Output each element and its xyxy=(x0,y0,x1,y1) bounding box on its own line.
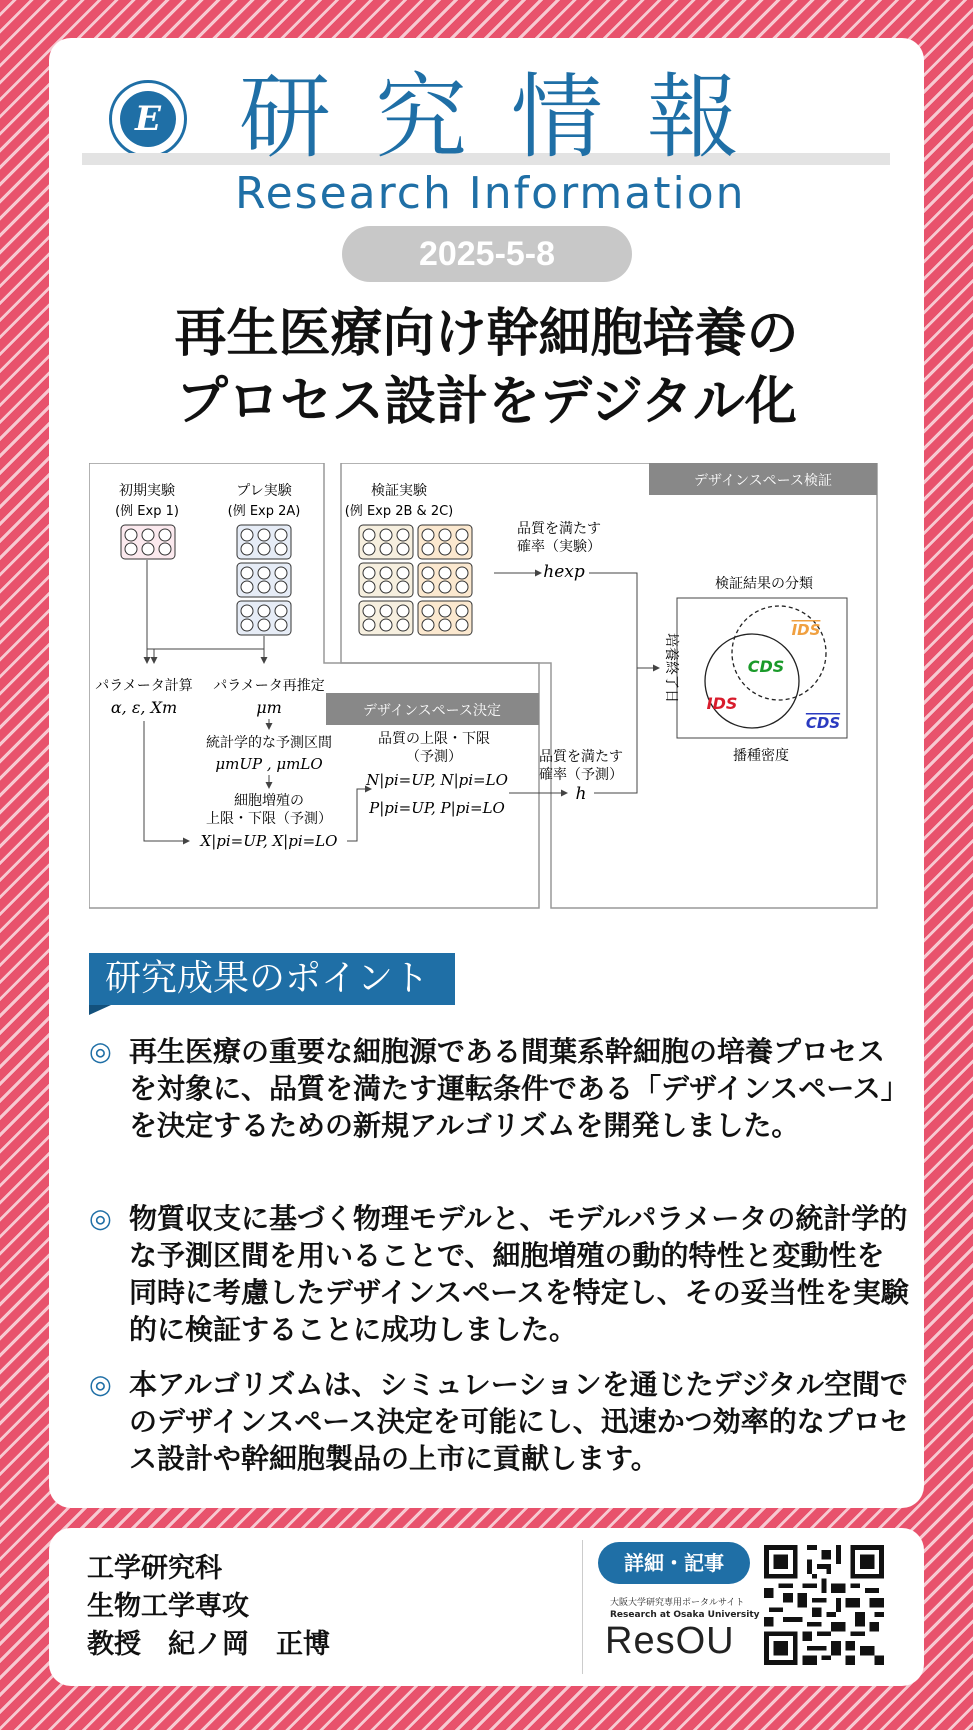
point-item-1 xyxy=(89,1033,909,1144)
param-reest-var: μm xyxy=(256,698,282,717)
main-card xyxy=(49,38,924,1508)
affiliation-graduate-school: 工学研究科 xyxy=(87,1553,222,1584)
prob-pred-2: 確率（予測） xyxy=(539,767,623,783)
param-calc-vars: α, ε, Xm xyxy=(110,698,178,717)
verify-exp-label: 検証実験 xyxy=(371,483,427,499)
plates-pre xyxy=(237,525,291,635)
prob-exp-2: 確率（実験） xyxy=(517,539,601,555)
stat-interval-label: 統計学的な予測区間 xyxy=(206,735,332,751)
portal-subtitle: 大阪大学研究専用ポータルサイト xyxy=(610,1598,745,1608)
logo-emblem-icon: E xyxy=(120,91,176,147)
point-item-2 xyxy=(89,1200,909,1348)
ds-verify-label: デザインスペース検証 xyxy=(694,473,832,489)
quality-bounds-1: 品質の上限・下限 xyxy=(378,731,490,747)
title-japanese: 研究情報 xyxy=(239,64,784,171)
prob-exp-1: 品質を満たす xyxy=(517,521,601,537)
process-figure xyxy=(89,463,889,913)
affiliation-department: 生物工学専攻 xyxy=(87,1591,249,1622)
resou-logo[interactable]: ResOU xyxy=(605,1620,735,1662)
prob-exp-var: hexp xyxy=(543,562,585,582)
quality-vars-2: P|pi=UP, P|pi=LO xyxy=(369,799,505,817)
ds-decision-label: デザインスペース決定 xyxy=(363,703,501,719)
prob-pred-var: h xyxy=(575,784,587,804)
quality-bounds-2: （予測） xyxy=(406,749,462,765)
point-item-3 xyxy=(89,1366,909,1477)
verify-exp-eg: (例 Exp 2B & 2C) xyxy=(344,504,454,519)
growth-bounds-2: 上限・下限（予測） xyxy=(206,811,332,827)
points-heading: 研究成果のポイント xyxy=(89,953,455,1005)
result-class-label: 検証結果の分類 xyxy=(715,576,813,592)
cds-label: CDS xyxy=(747,657,785,676)
point-text-2: 物質収支に基づく物理モデルと、モデルパラメータの統計学的な予測区間を用いることで、細胞増殖の動的特性と変動性を同時に考慮したデザインスペースを特定し、その妥当性を実験的に検証することに成功しました。 xyxy=(129,1202,909,1346)
quality-vars-1: N|pi=UP, N|pi=LO xyxy=(366,771,508,789)
title-english: Research Information xyxy=(235,168,746,219)
point-text-1: 再生医療の重要な細胞源である間葉系幹細胞の培養プロセスを対象に、品質を満たす運転条件である「デザインスペース」を決定するための新規アルゴリズムを開発しました。 xyxy=(129,1035,909,1142)
ids-bar-label: IDS xyxy=(791,621,821,639)
prob-pred-1: 品質を満たす xyxy=(539,749,623,765)
ids-label: IDS xyxy=(706,694,738,713)
plates-verify xyxy=(359,525,472,635)
bullet-icon: ◎ xyxy=(89,1037,112,1067)
plate-initial xyxy=(121,525,175,559)
bullet-icon: ◎ xyxy=(89,1204,112,1234)
growth-bounds-1: 細胞増殖の xyxy=(234,793,304,809)
cds-bar-label: CDS xyxy=(805,714,841,732)
class-x-axis: 播種密度 xyxy=(733,748,789,764)
affiliation xyxy=(87,1550,330,1664)
growth-bounds-vars: X|pi=UP, X|pi=LO xyxy=(200,832,338,850)
portal-english: Research at Osaka University xyxy=(610,1610,760,1620)
affiliation-professor: 教授 紀ノ岡 正博 xyxy=(87,1629,330,1660)
pre-exp-label: プレ実験 xyxy=(236,483,292,499)
param-calc-label: パラメータ計算 xyxy=(95,678,193,694)
initial-exp-eg: (例 Exp 1) xyxy=(115,504,179,519)
detail-article-button[interactable]: 詳細・記事 xyxy=(598,1542,750,1584)
headline-line-2: プロセス設計をデジタル化 xyxy=(176,372,797,432)
footer-card xyxy=(49,1528,924,1686)
footer-divider xyxy=(582,1540,583,1674)
pre-exp-eg: (例 Exp 2A) xyxy=(227,504,301,519)
stat-interval-vars: μmUP , μmLO xyxy=(215,755,323,773)
bullet-icon: ◎ xyxy=(89,1370,112,1400)
qr-code-icon[interactable] xyxy=(764,1545,884,1665)
point-text-3: 本アルゴリズムは、シミュレーションを通じたデジタル空間でのデザインスペース決定を可能にし、迅速かつ効率的なプロセス設計や幹細胞製品の上市に貢献します。 xyxy=(129,1368,909,1475)
headline-line-1: 再生医療向け幹細胞培養の xyxy=(174,304,799,364)
class-y-axis: 培養終了日 xyxy=(663,633,679,703)
initial-exp-label: 初期実験 xyxy=(119,483,175,499)
school-logo xyxy=(109,80,187,158)
param-reest-label: パラメータ再推定 xyxy=(213,678,325,694)
date-badge: 2025-5-8 xyxy=(342,226,632,282)
headline xyxy=(79,300,894,436)
